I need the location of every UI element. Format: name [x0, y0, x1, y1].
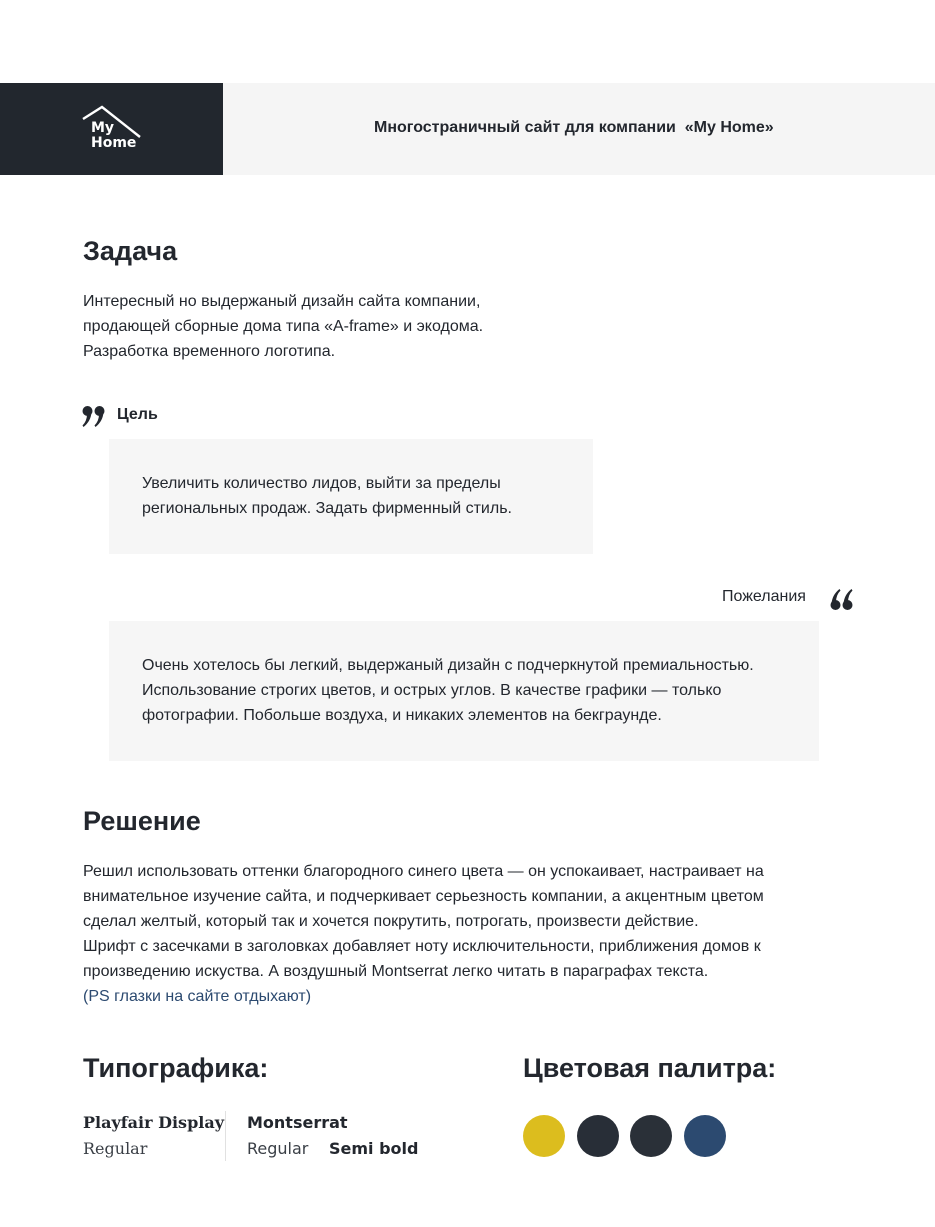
goal-box [109, 439, 593, 554]
color-swatch-yellow [523, 1115, 565, 1157]
wishes-line: Использование строгих цветов, и острых углов. В качестве графики — только [142, 682, 722, 699]
goal-text [142, 471, 512, 521]
serif-font-weight: Regular [83, 1139, 148, 1158]
task-line: продающей сборные дома типа «A-frame» и экодома. [83, 318, 484, 335]
page-title: Многостраничный сайт для компании «My Home» [374, 119, 774, 136]
wishes-text [142, 653, 754, 728]
typography-heading: Типографика: [83, 1053, 269, 1083]
serif-font-name: Playfair Display [83, 1113, 224, 1132]
color-swatch-dark-2 [630, 1115, 672, 1157]
sans-font-weight-regular: Regular [247, 1139, 309, 1158]
color-swatch-dark-1 [577, 1115, 619, 1157]
logo-text [91, 121, 136, 151]
sans-font-name: Montserrat [247, 1113, 348, 1132]
color-palette [523, 1115, 733, 1158]
opening-quote-icon [829, 587, 853, 611]
solution-text [83, 859, 764, 1009]
wishes-line: фотографии. Побольше воздуха, и никаких элементов на бекграунде. [142, 707, 662, 724]
palette-heading: Цветовая палитра: [523, 1053, 777, 1083]
solution-heading: Решение [83, 806, 201, 836]
font-divider [225, 1111, 226, 1161]
logo-line-2: Home [91, 135, 137, 151]
ps-note: (PS глазки на сайте отдыхают) [83, 988, 312, 1005]
task-heading: Задача [83, 236, 178, 266]
wishes-box [109, 621, 819, 761]
wishes-line: Очень хотелось бы легкий, выдержаный дизайн с подчеркнутой премиальностью. [142, 657, 754, 674]
color-swatch-blue [684, 1115, 726, 1157]
sans-font-weight-semibold: Semi bold [329, 1139, 419, 1158]
solution-line: внимательное изучение сайта, и подчеркивает серьезность компании, а акцентным цветом [83, 888, 764, 905]
logo [0, 83, 223, 175]
solution-line: сделал желтый, который так и хочется покрутить, потрогать, произвести действие. [83, 913, 699, 930]
task-line: Разработка временного логотипа. [83, 343, 336, 360]
task-text [83, 289, 483, 364]
closing-quote-icon [82, 405, 106, 429]
font-samples [83, 1111, 483, 1163]
wishes-label: Пожелания [722, 588, 806, 605]
logo-line-1: My [91, 120, 115, 136]
goal-label: Цель [117, 406, 158, 423]
solution-line: Решил использовать оттенки благородного синего цвета — он успокаивает, настраивает на [83, 863, 764, 880]
solution-line: произведению искуства. А воздушный Montserrat легко читать в параграфах текста. [83, 963, 709, 980]
goal-line: региональных продаж. Задать фирменный стиль. [142, 500, 512, 517]
header-bar [0, 83, 935, 175]
task-line: Интересный но выдержаный дизайн сайта компании, [83, 293, 481, 310]
solution-line: Шрифт с засечками в заголовках добавляет ноту исключительности, приближения домов к [83, 938, 761, 955]
goal-line: Увеличить количество лидов, выйти за пределы [142, 475, 501, 492]
